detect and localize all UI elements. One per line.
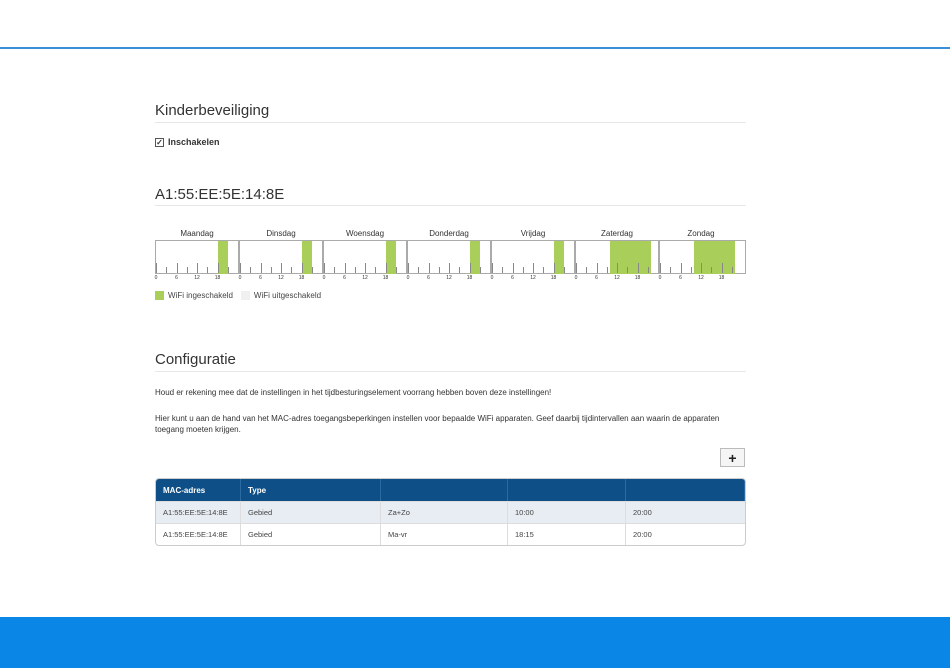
wifi-on-interval	[470, 241, 480, 274]
hour-tick	[197, 263, 198, 273]
hour-tick	[302, 263, 303, 273]
hour-tick	[271, 267, 272, 273]
hour-tick-label: 18	[298, 275, 305, 281]
day-label: Woensdag	[345, 229, 385, 238]
day-label: Zaterdag	[600, 229, 634, 238]
table-row[interactable]	[156, 501, 745, 523]
hour-tick	[324, 263, 325, 273]
wifi-on-interval	[554, 241, 564, 274]
day-slot[interactable]	[575, 240, 659, 274]
cell-end-time: 20:00	[633, 508, 652, 517]
hour-tick-label: 0	[238, 275, 242, 281]
hour-tick	[240, 263, 241, 273]
device-mac-title: A1:55:EE:5E:14:8E	[155, 186, 285, 203]
cell-days: Za+Zo	[381, 502, 508, 523]
hour-tick-label: 6	[427, 275, 430, 281]
day-slot[interactable]	[491, 240, 575, 274]
cell-mac: A1:55:EE:5E:14:8E	[156, 502, 241, 523]
hour-tick	[355, 267, 356, 273]
day-label: Maandag	[180, 229, 214, 238]
hour-tick-label: 6	[511, 275, 514, 281]
hour-tick	[166, 267, 167, 273]
day-slot[interactable]	[659, 240, 746, 274]
parental-control-title: Kinderbeveiliging	[155, 102, 270, 119]
hour-tick	[250, 267, 251, 273]
hour-tick-label: 6	[679, 275, 682, 281]
hour-tick-label: 0	[658, 275, 662, 281]
hour-tick	[691, 267, 692, 273]
add-rule-button[interactable]: +	[720, 448, 745, 467]
day-slot[interactable]	[323, 240, 407, 274]
hour-tick	[459, 267, 460, 273]
section-divider	[155, 122, 746, 123]
hour-tick	[480, 267, 481, 273]
column-header-mac[interactable]: MAC-adres	[156, 479, 241, 501]
footer-bar	[0, 617, 950, 668]
hour-tick	[291, 267, 292, 273]
hour-tick	[228, 267, 229, 273]
hour-tick	[711, 267, 712, 273]
hour-tick-label: 0	[322, 275, 326, 281]
priority-note: Houd er rekening mee dat de instellingen in het tijdbesturingselement voorrang hebben boven deze instellingen!	[155, 388, 552, 397]
hour-tick	[513, 263, 514, 273]
enable-checkbox-row[interactable]	[155, 137, 220, 147]
configuration-title: Configuratie	[155, 351, 236, 368]
column-header-type[interactable]: Type	[241, 479, 381, 501]
day-label: Donderdag	[429, 229, 469, 238]
hour-tick-label: 6	[595, 275, 598, 281]
hour-tick	[722, 263, 723, 273]
hour-tick	[396, 267, 397, 273]
legend-off-label: WiFi uitgeschakeld	[253, 291, 322, 300]
legend-on-label: WiFi ingeschakeld	[168, 291, 233, 300]
hour-tick	[597, 263, 598, 273]
hour-tick	[554, 263, 555, 273]
cell-days: Ma-vr	[381, 524, 508, 545]
hour-tick	[648, 267, 649, 273]
hour-tick	[732, 267, 733, 273]
hour-tick	[345, 263, 346, 273]
hour-tick	[334, 267, 335, 273]
hour-tick	[408, 263, 409, 273]
hour-tick	[261, 263, 262, 273]
cell-type: Gebied	[241, 524, 381, 545]
enable-label: Inschakelen	[168, 137, 220, 147]
hour-tick	[607, 267, 608, 273]
hour-tick-label: 12	[362, 275, 368, 281]
hour-tick-label: 6	[259, 275, 262, 281]
day-label: Dinsdag	[266, 229, 296, 238]
hour-tick-label: 18	[634, 275, 641, 281]
hour-tick	[576, 263, 577, 273]
wifi-on-swatch	[155, 291, 164, 300]
wifi-on-interval	[386, 241, 396, 274]
hour-tick-label: 0	[406, 275, 410, 281]
hour-tick	[492, 263, 493, 273]
hour-tick	[187, 267, 188, 273]
hour-tick-label: 12	[446, 275, 452, 281]
day-slot[interactable]	[155, 240, 239, 274]
hour-tick	[365, 263, 366, 273]
cell-type: Gebied	[241, 502, 381, 523]
hour-tick	[533, 263, 534, 273]
hour-tick-label: 18	[382, 275, 389, 281]
hour-tick-label: 12	[194, 275, 200, 281]
hour-tick-label: 0	[490, 275, 494, 281]
config-description: Hier kunt u aan de hand van het MAC-adres toegangsbeperkingen instellen voor bepaalde WiFi apparaten. Geef daarbij tijdintervallen aan waarin de apparaten toegang moeten krijgen.	[155, 414, 720, 434]
hour-tick	[681, 263, 682, 273]
column-header-end	[626, 479, 745, 501]
day-label: Zondag	[687, 229, 715, 238]
column-header-start	[508, 479, 626, 501]
hour-tick	[418, 267, 419, 273]
hour-tick	[375, 267, 376, 273]
enable-checkbox[interactable]: ✓	[156, 137, 163, 147]
hour-tick-label: 18	[718, 275, 725, 281]
hour-tick-label: 6	[175, 275, 178, 281]
hour-tick-label: 0	[154, 275, 158, 281]
hour-tick	[670, 267, 671, 273]
hour-tick-label: 6	[343, 275, 346, 281]
hour-tick-label: 0	[574, 275, 578, 281]
hour-tick	[543, 267, 544, 273]
hour-tick	[660, 263, 661, 273]
mac-rules-table	[155, 478, 746, 546]
hour-tick-label: 12	[698, 275, 704, 281]
hour-tick	[156, 263, 157, 273]
hour-tick	[429, 263, 430, 273]
wifi-on-interval	[218, 241, 228, 274]
section-divider	[155, 371, 746, 372]
hour-tick-label: 18	[466, 275, 473, 281]
wifi-on-interval	[302, 241, 312, 274]
hour-tick	[638, 263, 639, 273]
hour-tick	[312, 267, 313, 273]
hour-tick	[439, 267, 440, 273]
cell-start-time: 18:15	[508, 524, 626, 545]
section-divider	[155, 205, 746, 206]
header-divider	[0, 47, 950, 49]
cell-end-time: 20:00	[633, 530, 652, 539]
cell-start-time: 10:00	[508, 502, 626, 523]
schedule-legend	[155, 291, 321, 300]
table-row[interactable]	[156, 523, 745, 545]
column-header-days	[381, 479, 508, 501]
wifi-off-swatch	[241, 291, 250, 300]
hour-tick	[207, 267, 208, 273]
table-header	[156, 479, 745, 501]
hour-tick	[701, 263, 702, 273]
hour-tick	[564, 267, 565, 273]
hour-tick	[281, 263, 282, 273]
hour-tick-label: 12	[614, 275, 620, 281]
hour-tick	[218, 263, 219, 273]
hour-tick-label: 12	[278, 275, 284, 281]
hour-tick	[386, 263, 387, 273]
hour-tick-label: 18	[214, 275, 221, 281]
weekly-schedule[interactable]	[155, 229, 746, 289]
hour-tick	[470, 263, 471, 273]
hour-tick	[586, 267, 587, 273]
day-slot[interactable]	[239, 240, 323, 274]
hour-tick-label: 12	[530, 275, 536, 281]
hour-tick	[617, 263, 618, 273]
day-slot[interactable]	[407, 240, 491, 274]
cell-mac: A1:55:EE:5E:14:8E	[156, 524, 241, 545]
hour-tick	[523, 267, 524, 273]
hour-tick	[449, 263, 450, 273]
day-label: Vrijdag	[520, 229, 546, 238]
hour-tick-label: 18	[550, 275, 557, 281]
hour-tick	[627, 267, 628, 273]
hour-tick	[177, 263, 178, 273]
hour-tick	[502, 267, 503, 273]
